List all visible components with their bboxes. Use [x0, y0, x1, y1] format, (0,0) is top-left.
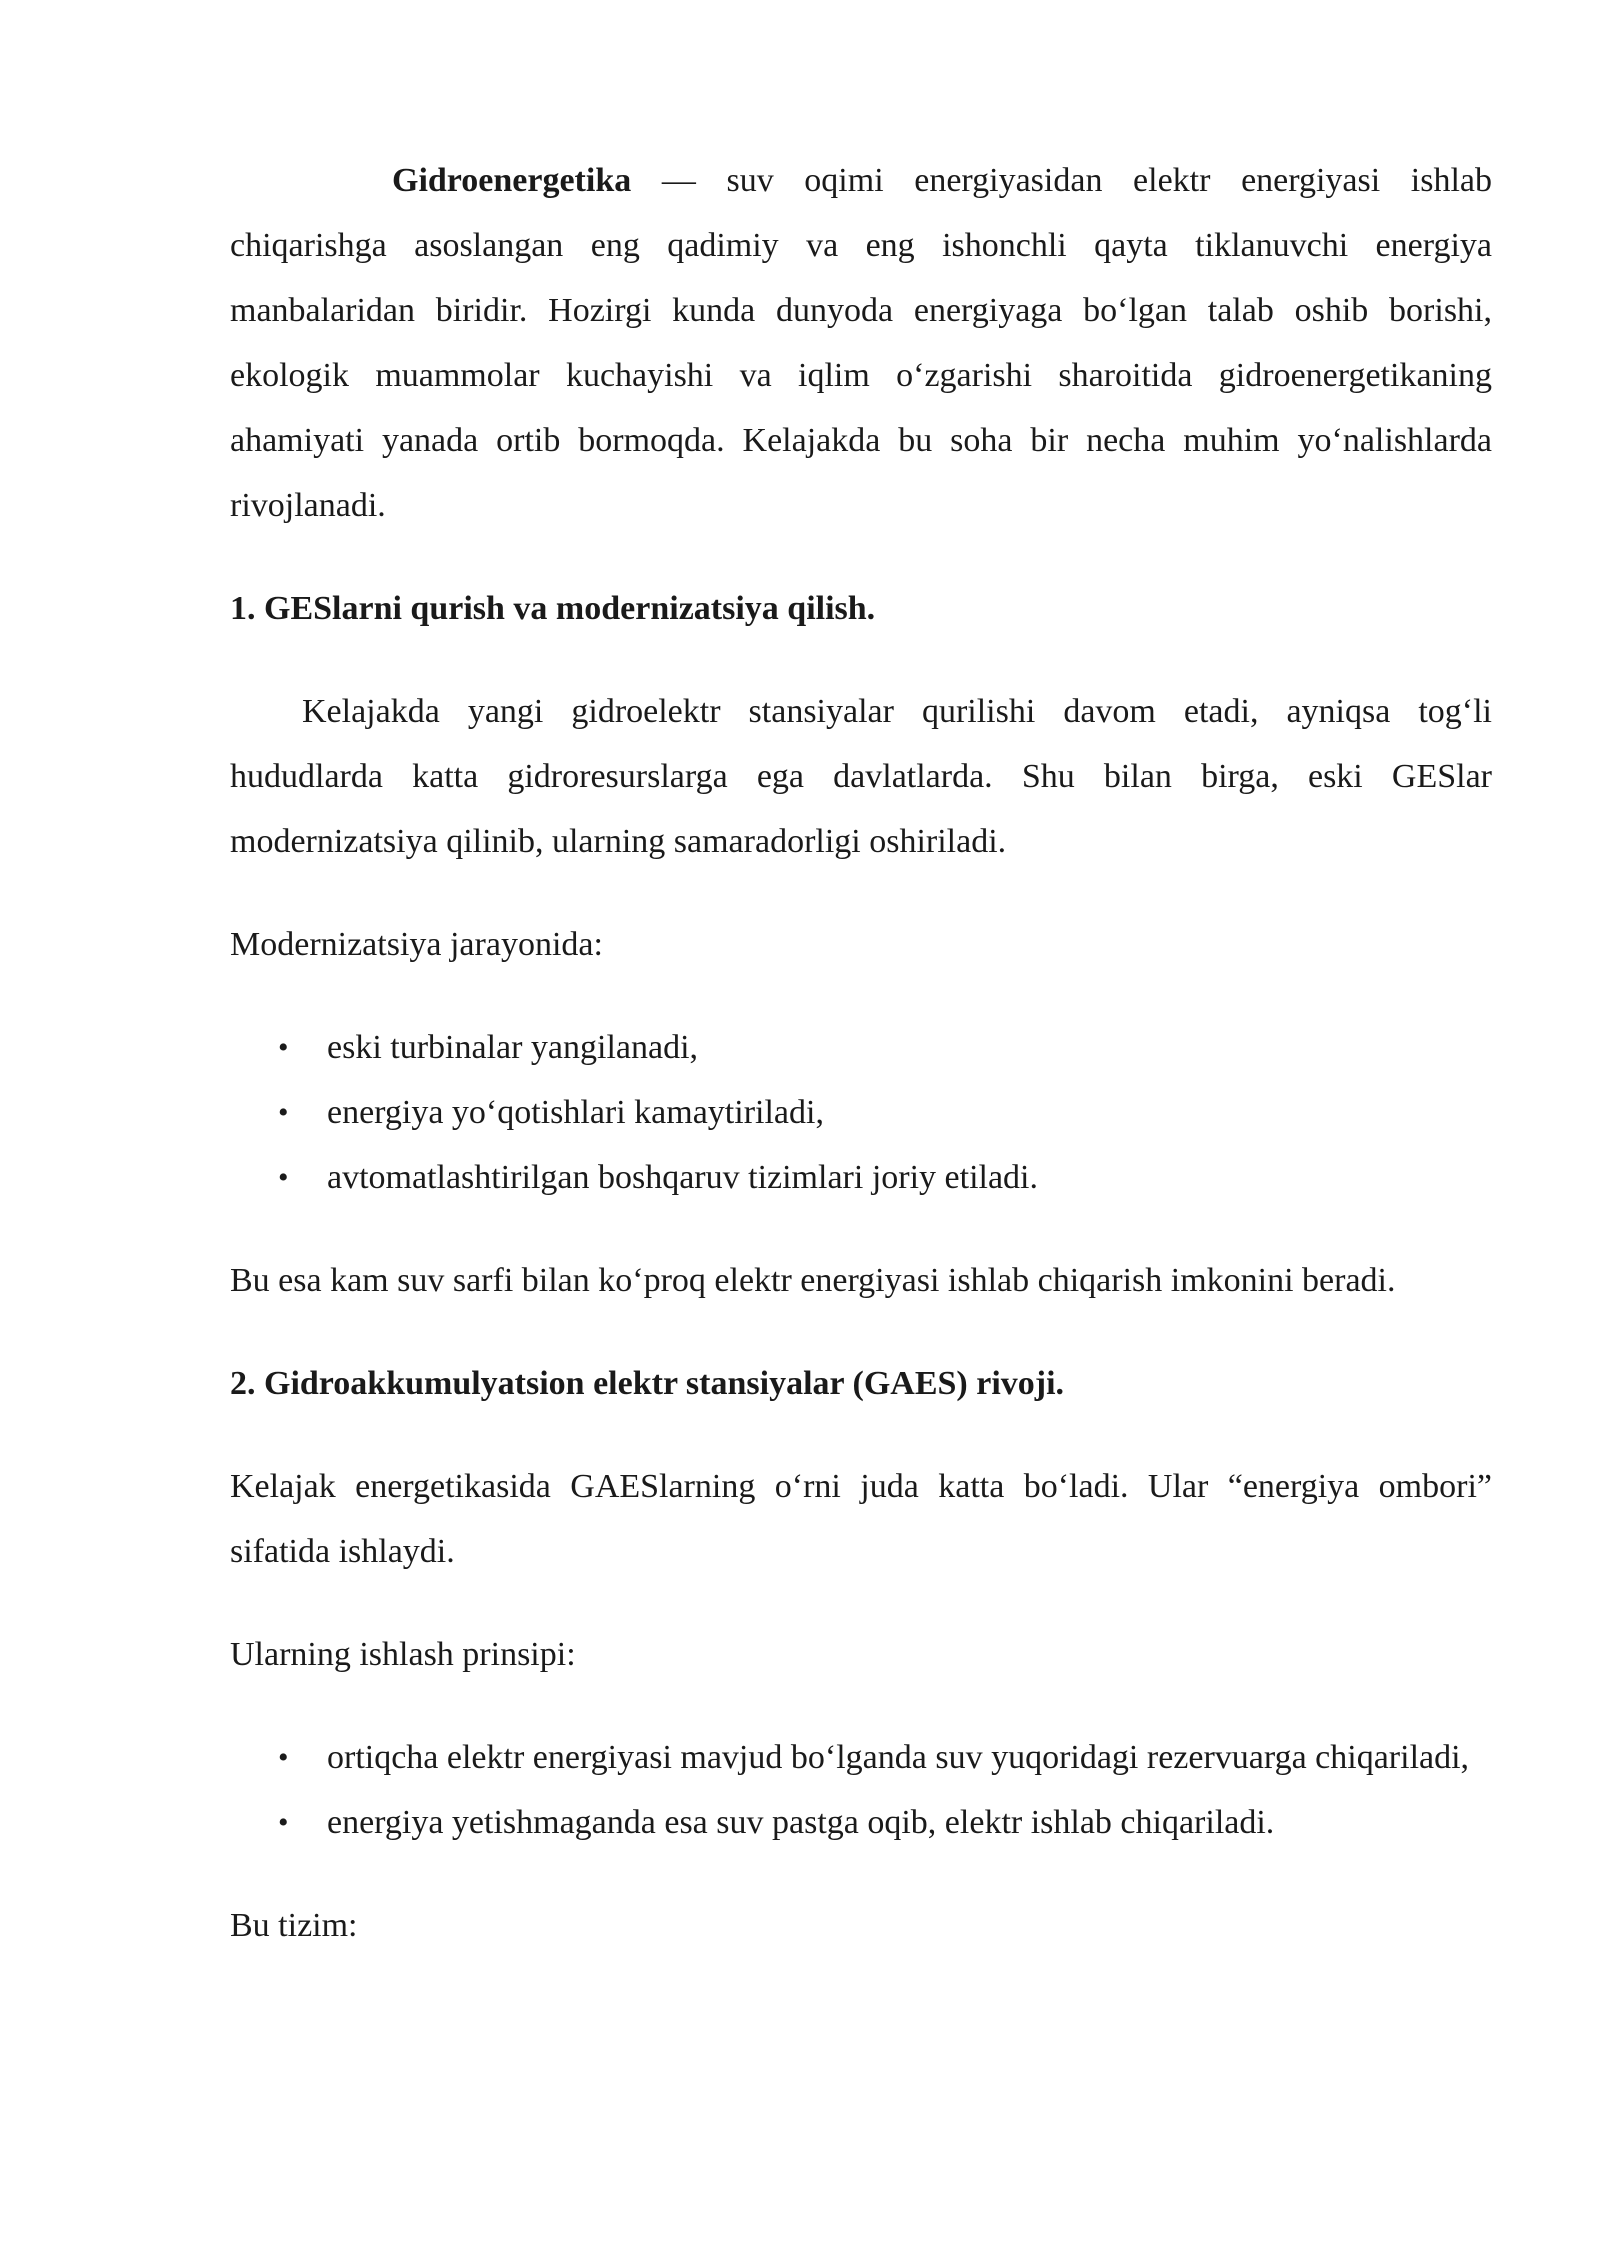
bullet-icon: •	[278, 1741, 289, 1774]
bullet-icon: •	[278, 1806, 289, 1839]
intro-paragraph	[230, 148, 1492, 538]
list-item	[230, 1015, 1492, 1080]
list-item-text: avtomatlashtirilgan boshqaruv tizimlari joriy etiladi.	[327, 1159, 1038, 1196]
list-item	[230, 1790, 1492, 1855]
list-item-text: energiya yetishmaganda esa suv pastga oqib, elektr ishlab chiqariladi.	[327, 1804, 1275, 1841]
list-item	[230, 1080, 1492, 1145]
section-1-list-intro: Modernizatsiya jarayonida:	[230, 926, 603, 963]
section-2-trailing-text: Bu tizim:	[230, 1907, 358, 1944]
section-1-conclusion: Bu esa kam suv sarfi bilan ko‘proq elektr energiyasi ishlab chiqarish imkonini beradi.	[230, 1262, 1396, 1299]
list-item	[230, 1725, 1492, 1790]
bullet-icon: •	[278, 1031, 289, 1064]
list-item-text: ortiqcha elektr energiyasi mavjud bo‘lganda suv yuqoridagi rezervuarga chiqariladi,	[327, 1739, 1470, 1776]
section-2-bullet-list	[230, 1725, 1492, 1855]
intro-text: — suv oqimi energiyasidan elektr energiyasi ishlab chiqarishga asoslangan eng qadimiy va eng ishonchli qayta tiklanuvchi energiya manbalaridan biridir. Hozirgi kunda dunyoda energiyaga bo‘lgan talab oshib borishi, ekologik muammolar kuchayishi va iqlim o‘zgarishi sharoitida gidroenergetikaning ahamiyati yanada ortib bormoqda. Kelajakda bu soha bir necha muhim yo‘nalishlarda rivojlanadi.	[230, 162, 1492, 524]
list-item	[230, 1145, 1492, 1210]
document-page	[230, 148, 1492, 1958]
bullet-icon: •	[278, 1161, 289, 1194]
bullet-icon: •	[278, 1096, 289, 1129]
section-2-list-intro: Ularning ishlash prinsipi:	[230, 1636, 576, 1673]
section-1-bullet-list	[230, 1015, 1492, 1210]
section-2-paragraph: Kelajak energetikasida GAESlarning o‘rni juda katta bo‘ladi. Ular “energiya ombori” sifatida ishlaydi.	[230, 1468, 1492, 1570]
list-item-text: eski turbinalar yangilanadi,	[327, 1029, 699, 1066]
section-2-heading: 2. Gidroakkumulyatsion elektr stansiyalar (GAES) rivoji.	[230, 1365, 1065, 1402]
list-item-text: energiya yo‘qotishlari kamaytiriladi,	[327, 1094, 824, 1131]
section-1-heading: 1. GESlarni qurish va modernizatsiya qilish.	[230, 590, 876, 627]
section-1-paragraph: Kelajakda yangi gidroelektr stansiyalar qurilishi davom etadi, ayniqsa tog‘li hududlarda katta gidroresurslarga ega davlatlarda. Shu bilan birga, eski GESlar modernizatsiya qilinib, ularning samaradorligi oshiriladi.	[230, 693, 1492, 860]
intro-lead-term: Gidroenergetika	[392, 162, 632, 199]
